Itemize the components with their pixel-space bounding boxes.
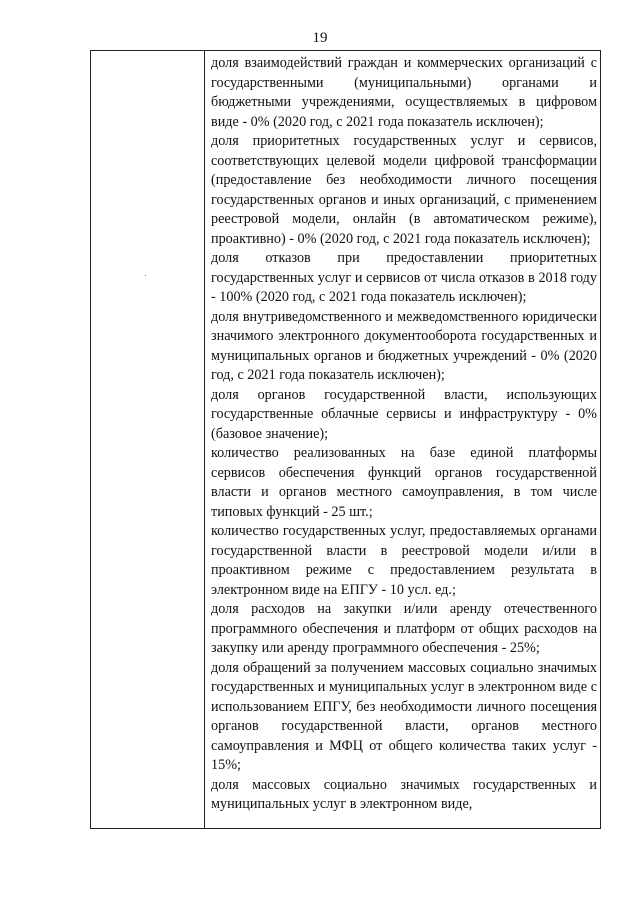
indicator-item: доля взаимодействий граждан и коммерческих организаций с государственными (муниципальными) органами и бюджетными учреждениями, осуществляемых в цифровом виде - 0% (2020 год, с 2021 года показатель исключен); (211, 55, 597, 130)
indicator-item: доля внутриведомственного и межведомственного юридически значимого электронного документооборота государственных и муниципальных органов и бюджетных учреждений - 0% (2020 год, с 2021 года показатель исключен); (211, 308, 597, 383)
empty-left-column (91, 51, 204, 828)
indicators-column (211, 54, 597, 815)
indicator-item: количество государственных услуг, предоставляемых органами государственной власти в реестровой модели и/или в проактивном режиме с предоставлением результата в электронном виде на ЕПГУ - 10 усл. ед.; (211, 523, 597, 598)
indicator-item: доля органов государственной власти, использующих государственные облачные сервисы и инфраструктуру - 0% (базовое значение); (211, 386, 597, 442)
indicator-item: доля расходов на закупки и/или аренду отечественного программного обеспечения и платформ от общих расходов на закупку или аренду программного обеспечения - 25%; (211, 601, 597, 656)
indicator-item: количество реализованных на базе единой платформы сервисов обеспечения функций органов государственной власти и органов местного самоуправления, в том числе типовых функций - 25 шт.; (211, 445, 597, 520)
indicator-item: доля отказов при предоставлении приоритетных государственных услуг и сервисов от числа отказов в 2018 году - 100% (2020 год, с 2021 года показатель исключен); (211, 250, 597, 305)
document-table (90, 50, 601, 829)
indicator-item: доля обращений за получением массовых социально значимых государственных и муниципальных услуг в электронном виде с использованием ЕПГУ, без необходимости личного посещения органов государственной власти, органов местного самоуправления и МФЦ от общего количества таких услуг - 15%; (211, 659, 597, 773)
column-divider (204, 51, 205, 828)
indicator-item: доля массовых социально значимых государственных и муниципальных услуг в электронном виде, (211, 776, 597, 812)
indicator-item: доля приоритетных государственных услуг и сервисов, соответствующих целевой модели цифровой трансформации (предоставление без необходимости личного посещения государственных органов и иных организаций, с применением реестровой модели, онлайн (в автоматическом режиме), проактивно) - 0% (2020 год, с 2021 года показатель исключен); (211, 133, 597, 247)
page-number: 19 (312, 30, 328, 46)
scan-speck (145, 275, 146, 276)
